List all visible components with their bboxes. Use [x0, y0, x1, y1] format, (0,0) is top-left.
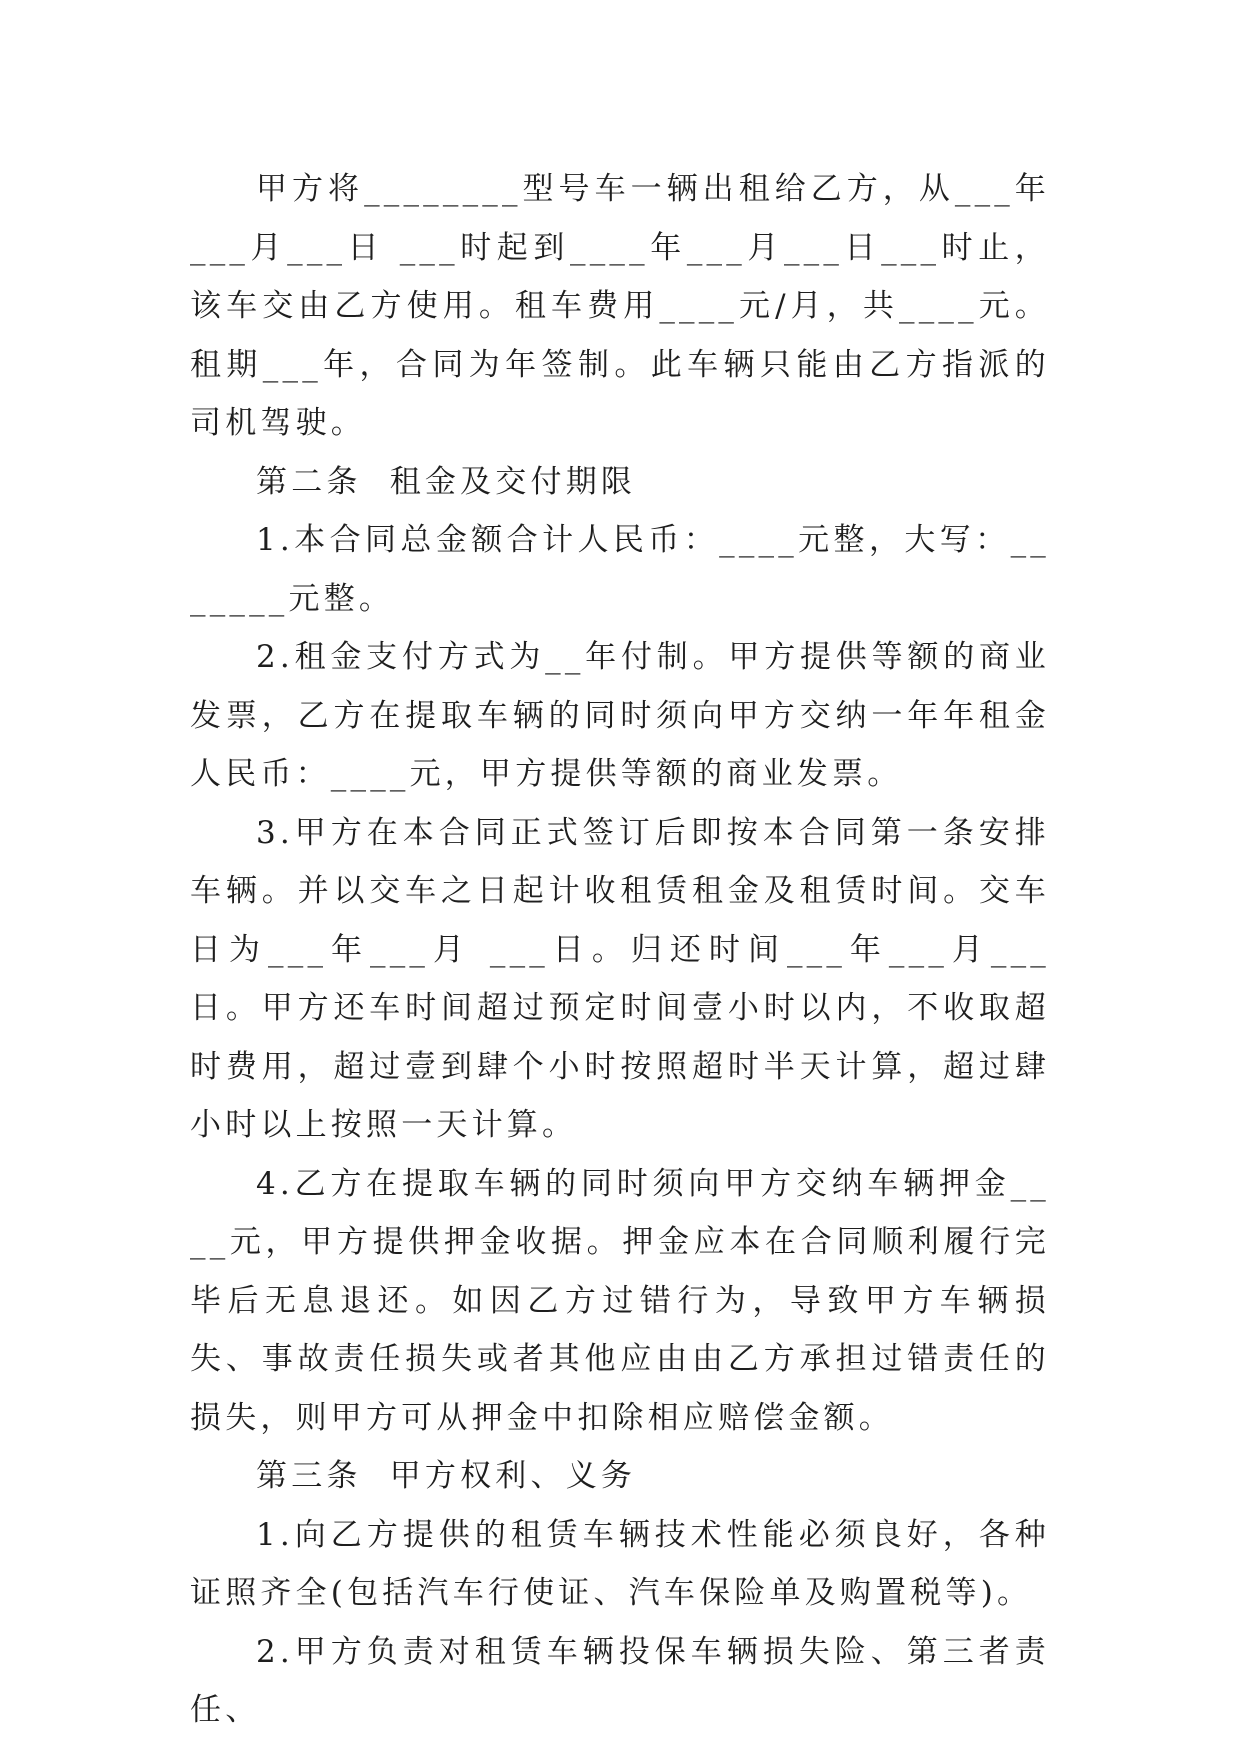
paragraph-vehicle-condition: 1.向乙方提供的租赁车辆技术性能必须良好，各种证照齐全(包括汽车行使证、汽车保险单及购置税等)。 — [190, 1516, 1050, 1611]
heading-article-2: 第二条 租金及交付期限 — [256, 463, 637, 500]
paragraph-total-amount: 1.本合同总金额合计人民币：____元整，大写：_______元整。 — [190, 522, 1050, 617]
paragraph-deposit: 4.乙方在提取车辆的同时须向甲方交纳车辆押金____元，甲方提供押金收据。押金应本在合同顺利履行完毕后无息退还。如因乙方过错行为，导致甲方车辆损失、事故责任损失或者其他应由由乙方承担过错责任的损失，则甲方可从押金中扣除相应赔偿金额。 — [190, 1165, 1050, 1436]
paragraph-rental-terms: 甲方将________型号车一辆出租给乙方，从___年___月___日 ___时起到____年___月___日___时止，该车交由乙方使用。租车费用____元/月，共____元。租期___年，合同为年签制。此车辆只能由乙方指派的司机驾驶。 — [190, 171, 1050, 441]
heading-article-3: 第三条 甲方权利、义务 — [256, 1458, 637, 1494]
paragraph-payment-method: 2.租金支付方式为__年付制。甲方提供等额的商业发票，乙方在提取车辆的同时须向甲方交纳一年年租金人民币：____元，甲方提供等额的商业发票。 — [190, 639, 1050, 792]
document-body — [190, 160, 1050, 1740]
paragraph-vehicle-delivery: 3.甲方在本合同正式签订后即按本合同第一条安排车辆。并以交车之日起计收租赁租金及租赁时间。交车日为___年___月 ___日。归还时间___年___月___日。甲方还车时间超过预定时间壹小时以内，不收取超时费用，超过壹到肆个小时按照超时半天计算，超过肆小时以上按照一天计算。 — [190, 814, 1050, 1143]
paragraph-insurance: 2.甲方负责对租赁车辆投保车辆损失险、第三者责任、 — [190, 1633, 1050, 1728]
